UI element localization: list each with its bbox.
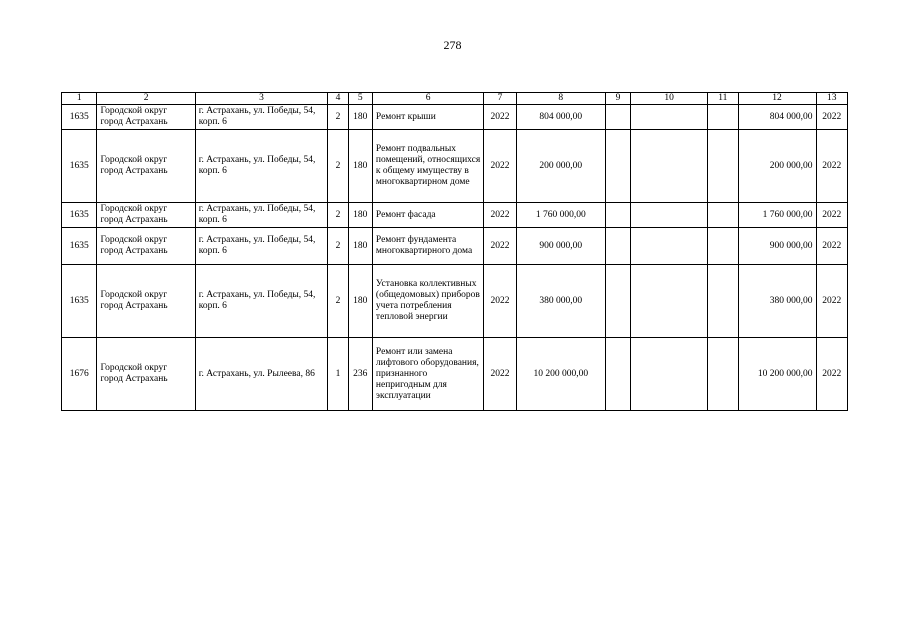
- col-11: [708, 265, 738, 338]
- table-row: [62, 203, 848, 228]
- row-id: 1635: [62, 265, 97, 338]
- col-9: [605, 105, 630, 130]
- cost: 900 000,00: [516, 228, 605, 265]
- column-number: 10: [631, 93, 708, 105]
- repair-program-table: [61, 92, 848, 411]
- total-cost: 380 000,00: [738, 265, 816, 338]
- col-4: 2: [328, 130, 348, 203]
- work-type: Ремонт фундамента многоквартирного дома: [372, 228, 483, 265]
- table-row: [62, 228, 848, 265]
- municipality: Городской округ город Астрахань: [97, 338, 195, 411]
- municipality: Городской округ город Астрахань: [97, 130, 195, 203]
- row-id: 1635: [62, 105, 97, 130]
- end-year: 2022: [816, 105, 848, 130]
- year: 2022: [484, 338, 516, 411]
- municipality: Городской округ город Астрахань: [97, 105, 195, 130]
- column-number: 1: [62, 93, 97, 105]
- year: 2022: [484, 203, 516, 228]
- row-id: 1676: [62, 338, 97, 411]
- column-number: 13: [816, 93, 848, 105]
- col-5: 180: [348, 105, 372, 130]
- address: г. Астрахань, ул. Победы, 54, корп. 6: [195, 105, 328, 130]
- column-number-row: [62, 93, 848, 105]
- col-5: 180: [348, 265, 372, 338]
- col-5: 180: [348, 203, 372, 228]
- col-5: 236: [348, 338, 372, 411]
- row-id: 1635: [62, 228, 97, 265]
- col-10: [631, 203, 708, 228]
- col-9: [605, 265, 630, 338]
- column-number: 6: [372, 93, 483, 105]
- cost: 804 000,00: [516, 105, 605, 130]
- end-year: 2022: [816, 265, 848, 338]
- year: 2022: [484, 265, 516, 338]
- column-number: 9: [605, 93, 630, 105]
- col-9: [605, 338, 630, 411]
- end-year: 2022: [816, 130, 848, 203]
- col-11: [708, 228, 738, 265]
- col-9: [605, 203, 630, 228]
- work-type: Ремонт подвальных помещений, относящихся к общему имуществу в многоквартирном доме: [372, 130, 483, 203]
- total-cost: 900 000,00: [738, 228, 816, 265]
- col-11: [708, 130, 738, 203]
- row-id: 1635: [62, 130, 97, 203]
- column-number: 8: [516, 93, 605, 105]
- end-year: 2022: [816, 203, 848, 228]
- table-row: [62, 265, 848, 338]
- address: г. Астрахань, ул. Рылеева, 86: [195, 338, 328, 411]
- col-11: [708, 338, 738, 411]
- year: 2022: [484, 228, 516, 265]
- col-5: 180: [348, 228, 372, 265]
- total-cost: 200 000,00: [738, 130, 816, 203]
- col-4: 1: [328, 338, 348, 411]
- column-number: 4: [328, 93, 348, 105]
- end-year: 2022: [816, 228, 848, 265]
- total-cost: 804 000,00: [738, 105, 816, 130]
- municipality: Городской округ город Астрахань: [97, 228, 195, 265]
- col-10: [631, 105, 708, 130]
- col-4: 2: [328, 228, 348, 265]
- address: г. Астрахань, ул. Победы, 54, корп. 6: [195, 203, 328, 228]
- cost: 10 200 000,00: [516, 338, 605, 411]
- cost: 380 000,00: [516, 265, 605, 338]
- work-type: Ремонт или замена лифтового оборудования, признанного непригодным для эксплуатации: [372, 338, 483, 411]
- page-number: 278: [443, 38, 462, 52]
- end-year: 2022: [816, 338, 848, 411]
- year: 2022: [484, 130, 516, 203]
- col-10: [631, 338, 708, 411]
- cost: 200 000,00: [516, 130, 605, 203]
- col-11: [708, 105, 738, 130]
- col-5: 180: [348, 130, 372, 203]
- col-10: [631, 130, 708, 203]
- year: 2022: [484, 105, 516, 130]
- total-cost: 1 760 000,00: [738, 203, 816, 228]
- address: г. Астрахань, ул. Победы, 54, корп. 6: [195, 228, 328, 265]
- cost: 1 760 000,00: [516, 203, 605, 228]
- col-4: 2: [328, 265, 348, 338]
- column-number: 11: [708, 93, 738, 105]
- work-type: Ремонт крыши: [372, 105, 483, 130]
- column-number: 2: [97, 93, 195, 105]
- row-id: 1635: [62, 203, 97, 228]
- col-4: 2: [328, 203, 348, 228]
- column-number: 5: [348, 93, 372, 105]
- work-type: Установка коллективных (общедомовых) приборов учета потребления тепловой энергии: [372, 265, 483, 338]
- table-row: [62, 105, 848, 130]
- column-number: 3: [195, 93, 328, 105]
- table-row: [62, 338, 848, 411]
- address: г. Астрахань, ул. Победы, 54, корп. 6: [195, 265, 328, 338]
- municipality: Городской округ город Астрахань: [97, 265, 195, 338]
- total-cost: 10 200 000,00: [738, 338, 816, 411]
- column-number: 12: [738, 93, 816, 105]
- col-10: [631, 228, 708, 265]
- col-11: [708, 203, 738, 228]
- table-row: [62, 130, 848, 203]
- col-9: [605, 130, 630, 203]
- municipality: Городской округ город Астрахань: [97, 203, 195, 228]
- col-4: 2: [328, 105, 348, 130]
- col-9: [605, 228, 630, 265]
- work-type: Ремонт фасада: [372, 203, 483, 228]
- column-number: 7: [484, 93, 516, 105]
- col-10: [631, 265, 708, 338]
- address: г. Астрахань, ул. Победы, 54, корп. 6: [195, 130, 328, 203]
